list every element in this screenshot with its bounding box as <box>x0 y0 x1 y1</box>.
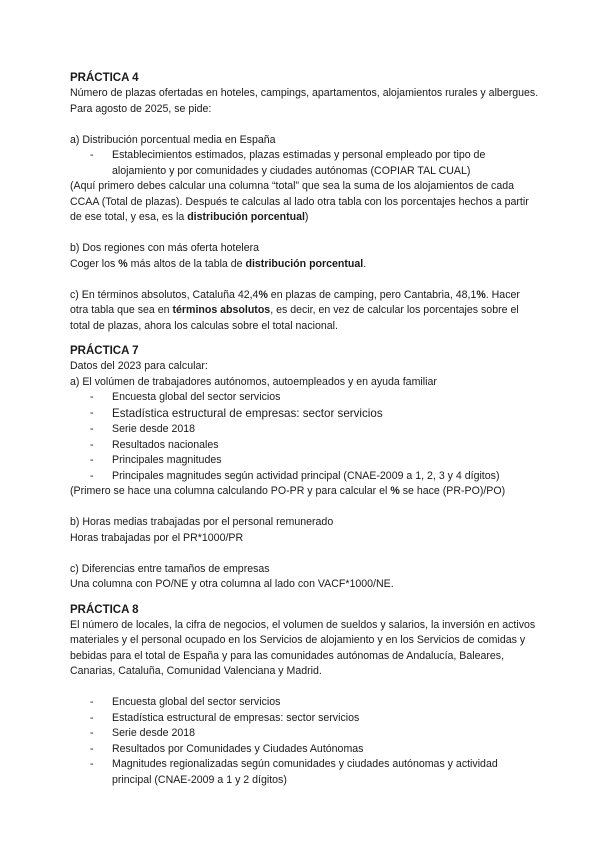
list-item: - Serie desde 2018 <box>70 422 540 438</box>
list-item: - Estadística estructural de empresas: sector servicios <box>70 406 540 423</box>
practica-4-a-note: (Aquí primero debes calcular una columna “total” que sea la suma de los alojamientos de cada CCAA (Total de plazas). Después te calculas al lado otra tabla con los porcentajes hechos a partir de ese total, y esa, es la distribución porcentual) <box>70 180 529 223</box>
list-item: - Establecimientos estimados, plazas estimadas y personal empleado por tipo de alojamiento y por comunidades y ciudades autónomas (COPIAR TAL CUAL) <box>70 148 540 179</box>
practica-4-c-text: c) En términos absolutos, Cataluña 42,4% en plazas de camping, pero Cantabria, 48,1%. Hacer otra tabla que sea en términos absolutos, es decir, en vez de calcular los porcentajes sobre el total de plazas, ahora los calculas sobre el total nacional. <box>70 288 520 332</box>
practica-7-title: PRÁCTICA 7 <box>70 345 139 357</box>
practica-8-title: PRÁCTICA 8 <box>70 603 139 616</box>
practica-8-list <box>70 695 540 788</box>
list-item: - Magnitudes regionalizadas según comunidades y ciudades autónomas y actividad principal (CNAE-2009 a 1 y 2 dígitos) <box>70 757 540 788</box>
practica-7-a-heading: a) El volúmen de trabajadores autónomos, autoempleados y en ayuda familiar <box>70 375 437 388</box>
practica-7-c-heading: c) Diferencias entre tamaños de empresas <box>70 562 270 575</box>
practica-8-intro: El número de locales, la cifra de negocios, el volumen de sueldos y salarios, la inversión en activos materiales y el personal ocupado en los Servicios de alojamiento y en los Servicios de comidas y bebidas para el total de España y para las comunidades autónomas de Andalucía, Baleares, Canarias, Cataluña, Comunidad Valenciana y Madrid. <box>70 618 536 677</box>
practica-7-list <box>70 390 540 484</box>
list-item: - Serie desde 2018 <box>70 726 540 742</box>
practica-4-a-list <box>70 148 540 179</box>
practica-7-b-text: Horas trabajadas por el PR*1000/PR <box>70 531 244 544</box>
list-item: - Encuesta global del sector servicios <box>70 390 540 406</box>
list-item: - Principales magnitudes según actividad principal (CNAE-2009 a 1, 2, 3 y 4 dígitos) <box>70 469 540 485</box>
practica-7-intro: Datos del 2023 para calcular: <box>70 360 208 372</box>
practica-7-b-heading: b) Horas medias trabajadas por el personal remunerado <box>70 516 334 528</box>
practica-4-intro: Número de plazas ofertadas en hoteles, campings, apartamentos, alojamientos rurales y albergues. Para agosto de 2025, se pide: <box>70 87 539 115</box>
practica-4-title: PRÁCTICA 4 <box>70 72 139 84</box>
list-item: - Estadística estructural de empresas: sector servicios <box>70 711 540 727</box>
list-item: - Resultados nacionales <box>70 438 540 454</box>
list-item: - Encuesta global del sector servicios <box>70 695 540 711</box>
list-item: - Resultados por Comunidades y Ciudades Autónomas <box>70 742 540 758</box>
document-page <box>70 70 540 788</box>
practica-4-b-text: Coger los % más altos de la tabla de distribución porcentual. <box>70 257 367 270</box>
practica-4-b-heading: b) Dos regiones con más oferta hotelera <box>70 242 260 254</box>
practica-4-a-heading: a) Distribución porcentual media en España <box>70 133 276 146</box>
practica-7-a-note: (Primero se hace una columna calculando PO-PR y para calcular el % se hace (PR-PO)/PO) <box>70 485 506 497</box>
practica-7-c-text: Una columna con PO/NE y otra columna al lado con VACF*1000/NE. <box>70 578 394 590</box>
list-item: - Principales magnitudes <box>70 453 540 469</box>
